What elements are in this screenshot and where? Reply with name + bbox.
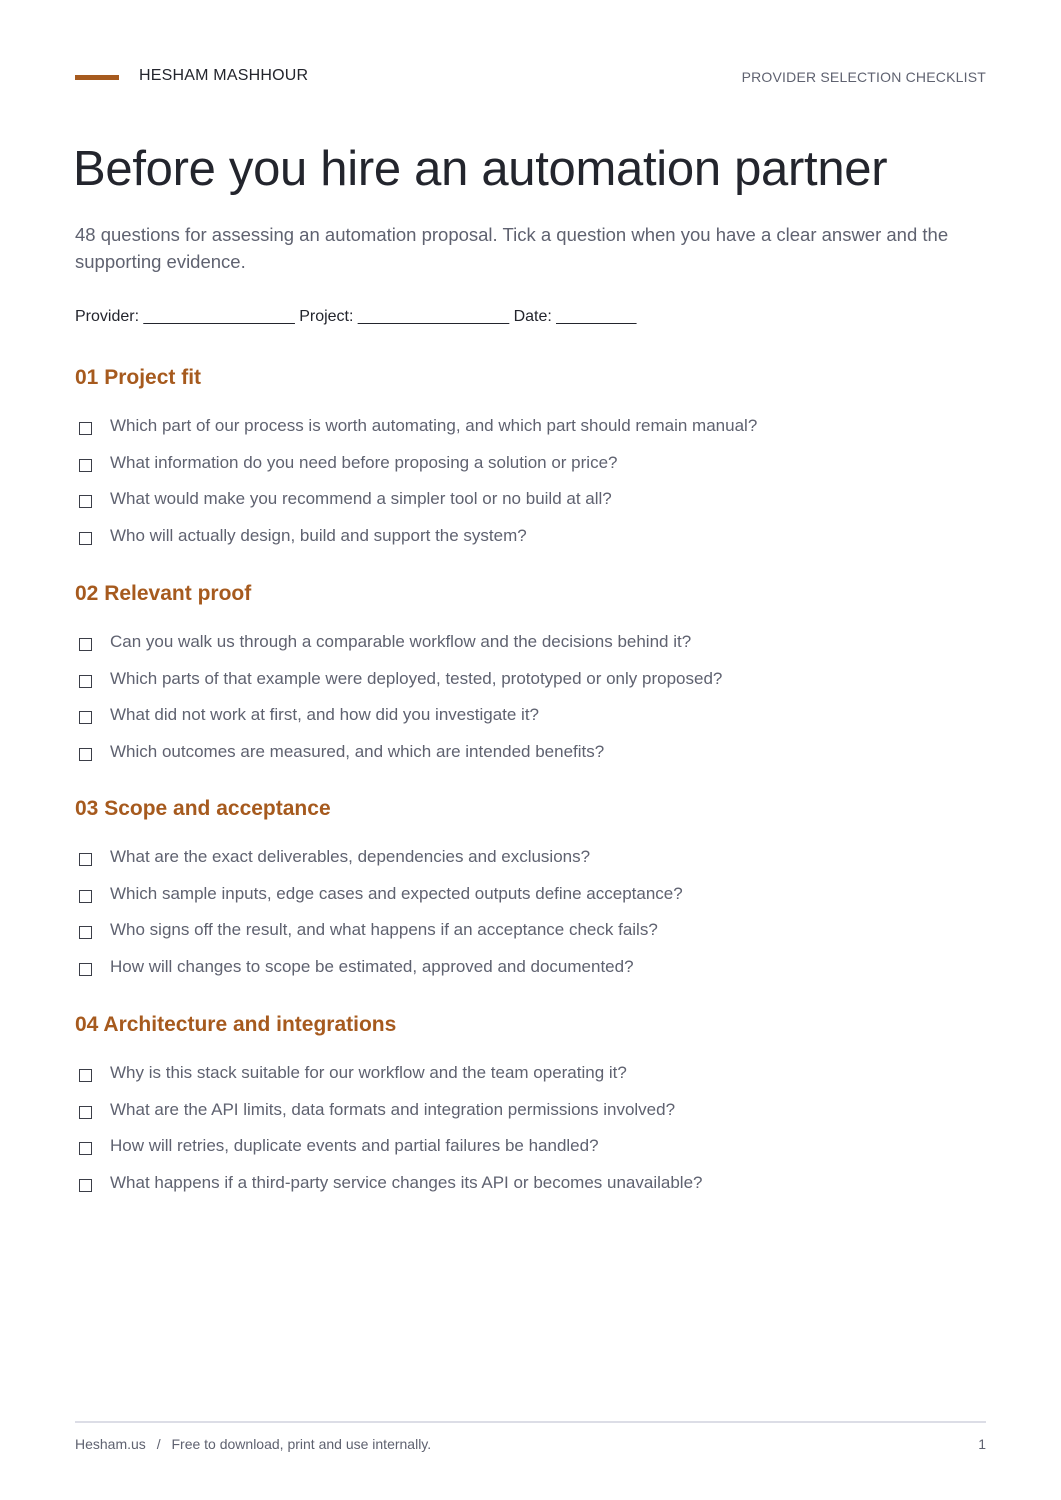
checkbox[interactable] xyxy=(79,638,92,651)
page-header xyxy=(75,66,986,90)
question-text: Which parts of that example were deployed, tested, prototyped or only proposed? xyxy=(110,668,723,688)
checkbox[interactable] xyxy=(79,748,92,761)
question-list xyxy=(75,409,986,555)
checkbox[interactable] xyxy=(79,853,92,866)
question-text: How will changes to scope be estimated, approved and documented? xyxy=(110,956,634,976)
footer-text xyxy=(75,1436,431,1452)
question-item xyxy=(75,698,986,735)
page-subtitle: 48 questions for assessing an automation proposal. Tick a question when you have a clear answer and the supporting evidence. xyxy=(75,224,949,272)
checkbox[interactable] xyxy=(79,1142,92,1155)
footer-site-link[interactable]: Hesham.us xyxy=(75,1436,146,1452)
checkbox[interactable] xyxy=(79,459,92,472)
section-heading: 04 Architecture and integrations xyxy=(75,1013,397,1036)
question-list xyxy=(75,625,986,771)
section-relevant-proof xyxy=(75,579,986,771)
section-heading: 01 Project fit xyxy=(75,366,202,389)
page-title: Before you hire an automation partner xyxy=(73,142,888,196)
question-item xyxy=(75,1093,986,1130)
question-text: Who signs off the result, and what happens if an acceptance check fails? xyxy=(110,920,658,939)
section-architecture-and-integrations xyxy=(75,1010,986,1202)
question-item xyxy=(75,735,986,772)
question-text: What happens if a third-party service changes its API or becomes unavailable? xyxy=(110,1172,703,1192)
checkbox[interactable] xyxy=(79,711,92,724)
checkbox[interactable] xyxy=(79,926,92,939)
question-item xyxy=(75,1056,986,1093)
question-text: What information do you need before proposing a solution or price? xyxy=(110,452,618,472)
question-item xyxy=(75,662,986,699)
question-item xyxy=(75,625,986,662)
provider-project-date-fields: Provider: _________________ Project: _________________ Date: _________ xyxy=(75,308,637,325)
section-project-fit xyxy=(75,363,986,555)
footer-separator: / xyxy=(156,1436,161,1452)
question-item xyxy=(75,409,986,446)
question-text: Which part of our process is worth automating, and which part should remain manual? xyxy=(110,416,758,435)
checkbox[interactable] xyxy=(79,675,92,688)
page-number: 1 xyxy=(978,1436,986,1452)
question-text: What would make you recommend a simpler tool or no build at all? xyxy=(110,489,612,508)
question-list xyxy=(75,1056,986,1202)
question-text: Which outcomes are measured, and which are intended benefits? xyxy=(110,741,605,761)
question-list xyxy=(75,840,986,986)
checkbox[interactable] xyxy=(79,532,92,545)
question-item xyxy=(75,1129,986,1166)
document-type-label: PROVIDER SELECTION CHECKLIST xyxy=(741,69,986,85)
question-text: Why is this stack suitable for our workflow and the team operating it? xyxy=(110,1063,627,1082)
question-text: Who will actually design, build and support the system? xyxy=(110,525,527,545)
checkbox[interactable] xyxy=(79,963,92,976)
question-item xyxy=(75,519,986,556)
question-item xyxy=(75,840,986,877)
question-item xyxy=(75,950,986,987)
question-text: Which sample inputs, edge cases and expected outputs define acceptance? xyxy=(110,883,683,903)
checkbox[interactable] xyxy=(79,495,92,508)
question-text: What did not work at first, and how did you investigate it? xyxy=(110,705,540,724)
brand-accent-bar xyxy=(75,75,119,80)
question-text: How will retries, duplicate events and partial failures be handled? xyxy=(110,1136,599,1155)
checkbox[interactable] xyxy=(79,1179,92,1192)
question-item xyxy=(75,913,986,950)
question-item xyxy=(75,446,986,483)
checkbox[interactable] xyxy=(79,1106,92,1119)
section-heading: 03 Scope and acceptance xyxy=(75,797,331,820)
footer-divider xyxy=(75,1421,986,1423)
section-heading: 02 Relevant proof xyxy=(75,582,252,605)
checkbox[interactable] xyxy=(79,422,92,435)
question-item xyxy=(75,482,986,519)
question-text: Can you walk us through a comparable workflow and the decisions behind it? xyxy=(110,632,692,651)
brand-name: HESHAM MASHHOUR xyxy=(139,67,309,84)
question-text: What are the exact deliverables, dependencies and exclusions? xyxy=(110,847,591,866)
section-scope-and-acceptance xyxy=(75,794,986,986)
question-item xyxy=(75,877,986,914)
checkbox[interactable] xyxy=(79,1069,92,1082)
footer-note: Free to download, print and use internally. xyxy=(171,1436,432,1452)
question-item xyxy=(75,1166,986,1203)
checkbox[interactable] xyxy=(79,890,92,903)
question-text: What are the API limits, data formats and integration permissions involved? xyxy=(110,1099,676,1119)
